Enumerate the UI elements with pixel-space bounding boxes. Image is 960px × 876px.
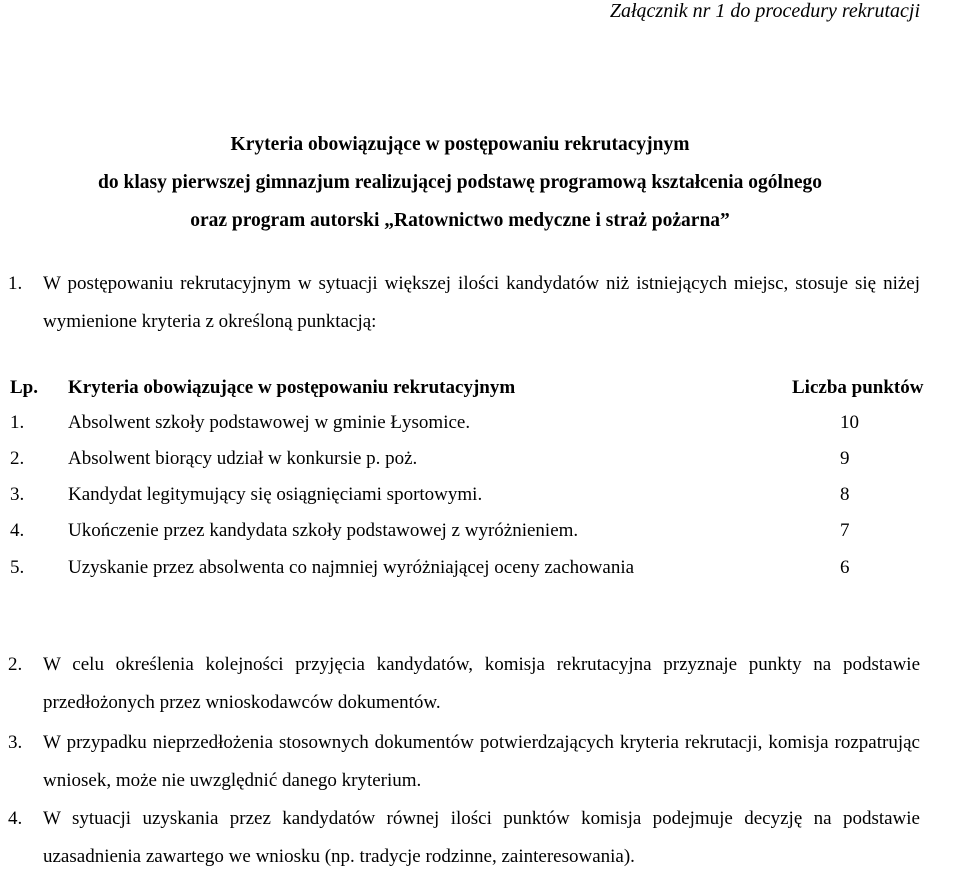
row-lp: 2.	[10, 448, 25, 469]
row-criterion: Uzyskanie przez absolwenta co najmniej wyróżniającej oceny zachowania	[68, 557, 635, 578]
paragraph-text: W przypadku nieprzedłożenia stosownych dokumentów potwierdzających kryteria rekrutacji, komisja rozpatrując wniosek, może nie uwzględnić danego kryterium.	[43, 732, 920, 791]
paragraph-3	[0, 724, 920, 800]
row-criterion: Kandydat legitymujący się osiągnięciami sportowymi.	[68, 484, 483, 505]
table-row	[10, 441, 945, 477]
paragraph-text: W postępowaniu rekrutacyjnym w sytuacji większej ilości kandydatów niż istniejących miejsc, stosuje się niżej wymienione kryteria z określoną punktacją:	[43, 273, 920, 332]
row-points: 6	[840, 557, 850, 578]
header-lp: Lp.	[10, 377, 38, 398]
paragraph-text: W celu określenia kolejności przyjęcia kandydatów, komisja rekrutacyjna przyznaje punkty na podstawie przedłożonych przez wnioskodawców dokumentów.	[43, 654, 920, 713]
paragraph-text: W sytuacji uzyskania przez kandydatów równej ilości punktów komisja podejmuje decyzję na podstawie uzasadnienia zawartego we wniosku (np. tradycje rodzinne, zainteresowania).	[43, 808, 920, 867]
header-points: Liczba punktów	[792, 377, 924, 398]
annex-label: Załącznik nr 1 do procedury rekrutacji	[609, 0, 920, 22]
criteria-table	[10, 371, 945, 587]
table-row	[10, 513, 945, 549]
heading-line-2: do klasy pierwszej gimnazjum realizującej podstawę programową kształcenia ogólnego	[98, 172, 822, 193]
row-points: 10	[840, 412, 859, 433]
table-row	[10, 549, 945, 587]
heading-line-1: Kryteria obowiązujące w postępowaniu rekrutacyjnym	[230, 134, 690, 155]
heading-line-3: oraz program autorski „Ratownictwo medyczne i straż pożarna”	[190, 210, 730, 231]
row-points: 7	[840, 520, 850, 541]
paragraph-number: 1.	[8, 273, 23, 294]
table-header-row	[10, 371, 945, 405]
paragraph-number: 3.	[8, 732, 23, 753]
paragraph-2	[0, 646, 920, 722]
row-criterion: Absolwent szkoły podstawowej w gminie Łysomice.	[68, 412, 471, 433]
table-row	[10, 477, 945, 513]
row-criterion: Ukończenie przez kandydata szkoły podstawowej z wyróżnieniem.	[68, 520, 579, 541]
row-criterion: Absolwent biorący udział w konkursie p. poż.	[68, 448, 418, 469]
paragraph-number: 2.	[8, 654, 23, 675]
row-lp: 5.	[10, 557, 25, 578]
paragraph-4	[0, 800, 920, 876]
document-heading	[0, 126, 920, 240]
paragraph-1	[0, 265, 920, 341]
header-criterion: Kryteria obowiązujące w postępowaniu rekrutacyjnym	[68, 377, 516, 398]
row-lp: 4.	[10, 520, 25, 541]
row-points: 9	[840, 448, 850, 469]
table-row	[10, 405, 945, 441]
row-lp: 3.	[10, 484, 25, 505]
row-lp: 1.	[10, 412, 25, 433]
row-points: 8	[840, 484, 850, 505]
paragraph-number: 4.	[8, 808, 23, 829]
